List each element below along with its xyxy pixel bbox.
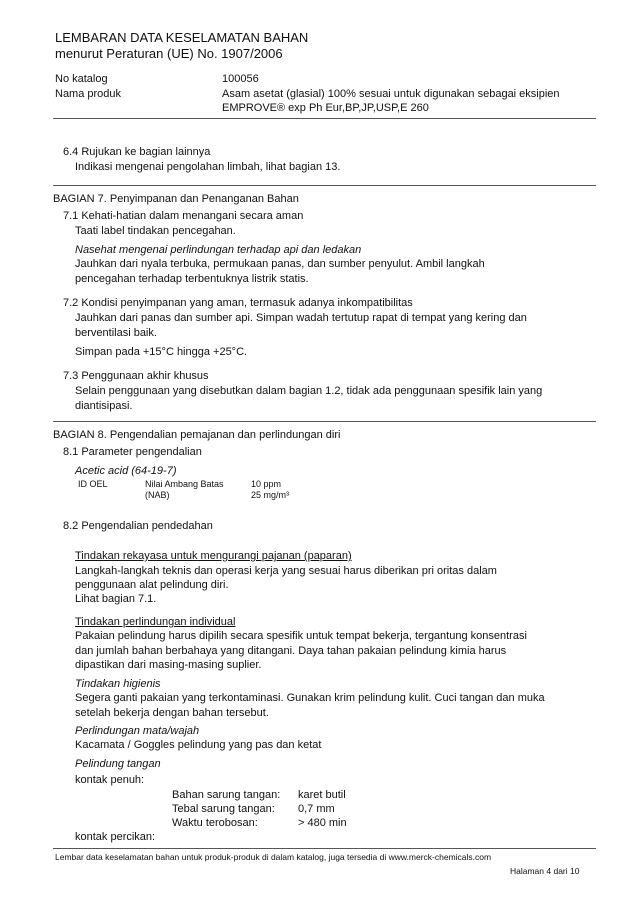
section-divider xyxy=(53,185,596,186)
eye-protection-heading: Perlindungan mata/wajah xyxy=(75,725,200,737)
hygiene-heading: Tindakan higienis xyxy=(75,678,161,690)
ppe-line1: Pakaian pelindung harus dipilih secara spesifik untuk tempat bekerja, tergantung konsentrasi xyxy=(75,630,527,642)
section-7-2-heading: 7.2 Kondisi penyimpanan yang aman, termasuk adanya inkompatibilitas xyxy=(63,297,413,309)
ppe-line2: dan jumlah bahan berbahaya yang ditangani. Daya tahan pakaian pelindung kimia harus xyxy=(75,645,507,657)
catalog-label: No katalog xyxy=(55,73,108,85)
storage-line1: Jauhkan dari panas dan sumber api. Simpan wadah tertutup rapat di tempat yang kering dan xyxy=(75,312,527,324)
header-divider xyxy=(53,118,596,119)
fire-protection-line1: Jauhkan dari nyala terbuka, permukaan panas, dan sumber penyulut. Ambil langkah xyxy=(75,258,485,270)
storage-line2: berventilasi baik. xyxy=(75,327,157,339)
engineering-controls-heading: Tindakan rekayasa untuk mengurangi pajanan (paparan) xyxy=(75,550,352,562)
ppe-line3: dipastikan dari masing-masing suplier. xyxy=(75,659,262,671)
oel-value-ppm: 10 ppm xyxy=(251,479,282,489)
glove-material-value: karet butil xyxy=(298,789,346,801)
oel-label: ID OEL xyxy=(78,479,108,489)
end-use-line2: diantisipasi. xyxy=(75,400,133,412)
document-subtitle: menurut Peraturan (UE) No. 1907/2006 xyxy=(55,46,283,61)
end-use-line1: Selain penggunaan yang disebutkan dalam bagian 1.2, tidak ada penggunaan spesifik lain yang xyxy=(75,385,543,397)
oel-value-mg: 25 mg/m³ xyxy=(251,490,290,500)
oel-type-line2: (NAB) xyxy=(145,490,170,500)
engineering-line1: Langkah-langkah teknis dan operasi kerja yang sesuai harus diberikan pri oritas dalam xyxy=(75,565,497,577)
document-title: LEMBARAN DATA KESELAMATAN BAHAN xyxy=(55,30,309,45)
breakthrough-time-label: Waktu terobosan: xyxy=(172,817,258,829)
section-8-1-heading: 8.1 Parameter pengendalian xyxy=(63,446,202,458)
section-7-heading: BAGIAN 7. Penyimpanan dan Penanganan Bahan xyxy=(53,193,299,205)
section-7-1-heading: 7.1 Kehati-hatian dalam menangani secara aman xyxy=(63,210,304,222)
section-6-4-heading: 6.4 Rujukan ke bagian lainnya xyxy=(63,146,211,158)
splash-contact-label: kontak percikan: xyxy=(75,831,156,843)
oel-type-line1: Nilai Ambang Batas xyxy=(145,479,224,489)
breakthrough-time-value: > 480 min xyxy=(298,817,347,829)
page-number: Halaman 4 dari 10 xyxy=(510,866,580,876)
eye-protection-text: Kacamata / Goggles pelindung yang pas dan ketat xyxy=(75,739,322,751)
section-6-4-text: Indikasi mengenai pengolahan limbah, lihat bagian 13. xyxy=(75,161,341,173)
individual-protection-heading: Tindakan perlindungan individual xyxy=(75,616,236,628)
catalog-value: 100056 xyxy=(222,73,259,85)
storage-temperature: Simpan pada +15°C hingga +25°C. xyxy=(75,346,248,358)
full-contact-label: kontak penuh: xyxy=(75,774,145,786)
hygiene-line2: setelah bekerja dengan bahan tersebut. xyxy=(75,707,269,719)
footer-note: Lembar data keselamatan bahan untuk produk-produk di dalam katalog, juga tersedia di www.merck-chemicals.com xyxy=(55,852,492,862)
hygiene-line1: Segera ganti pakaian yang terkontaminasi. Gunakan krim pelindung kulit. Cuci tangan dan muka xyxy=(75,692,545,704)
section-8-heading: BAGIAN 8. Pengendalian pemajanan dan perlindungan diri xyxy=(53,429,341,441)
product-label: Nama produk xyxy=(55,88,122,100)
section-7-1-text: Taati label tindakan pencegahan. xyxy=(75,225,236,237)
product-value-line1: Asam asetat (glasial) 100% sesuai untuk digunakan sebagai eksipien xyxy=(222,88,560,100)
fire-protection-subheading: Nasehat mengenai perlindungan terhadap api dan ledakan xyxy=(75,244,362,256)
hand-protection-heading: Pelindung tangan xyxy=(75,758,161,770)
glove-thickness-value: 0,7 mm xyxy=(298,803,335,815)
glove-thickness-label: Tebal sarung tangan: xyxy=(172,803,275,815)
footer-divider xyxy=(53,848,596,849)
section-8-2-heading: 8.2 Pengendalian pendedahan xyxy=(63,520,213,532)
section-7-3-heading: 7.3 Penggunaan akhir khusus xyxy=(63,370,209,382)
section-divider xyxy=(53,421,596,422)
glove-material-label: Bahan sarung tangan: xyxy=(172,789,281,801)
engineering-line3: Lihat bagian 7.1. xyxy=(75,593,157,605)
substance-name: Acetic acid (64-19-7) xyxy=(75,465,177,477)
product-value-line2: EMPROVE® exp Ph Eur,BP,JP,USP,E 260 xyxy=(222,102,429,114)
fire-protection-line2: pencegahan terhadap terbentuknya listrik statis. xyxy=(75,273,309,285)
engineering-line2: penggunaan alat pelindung diri. xyxy=(75,579,229,591)
